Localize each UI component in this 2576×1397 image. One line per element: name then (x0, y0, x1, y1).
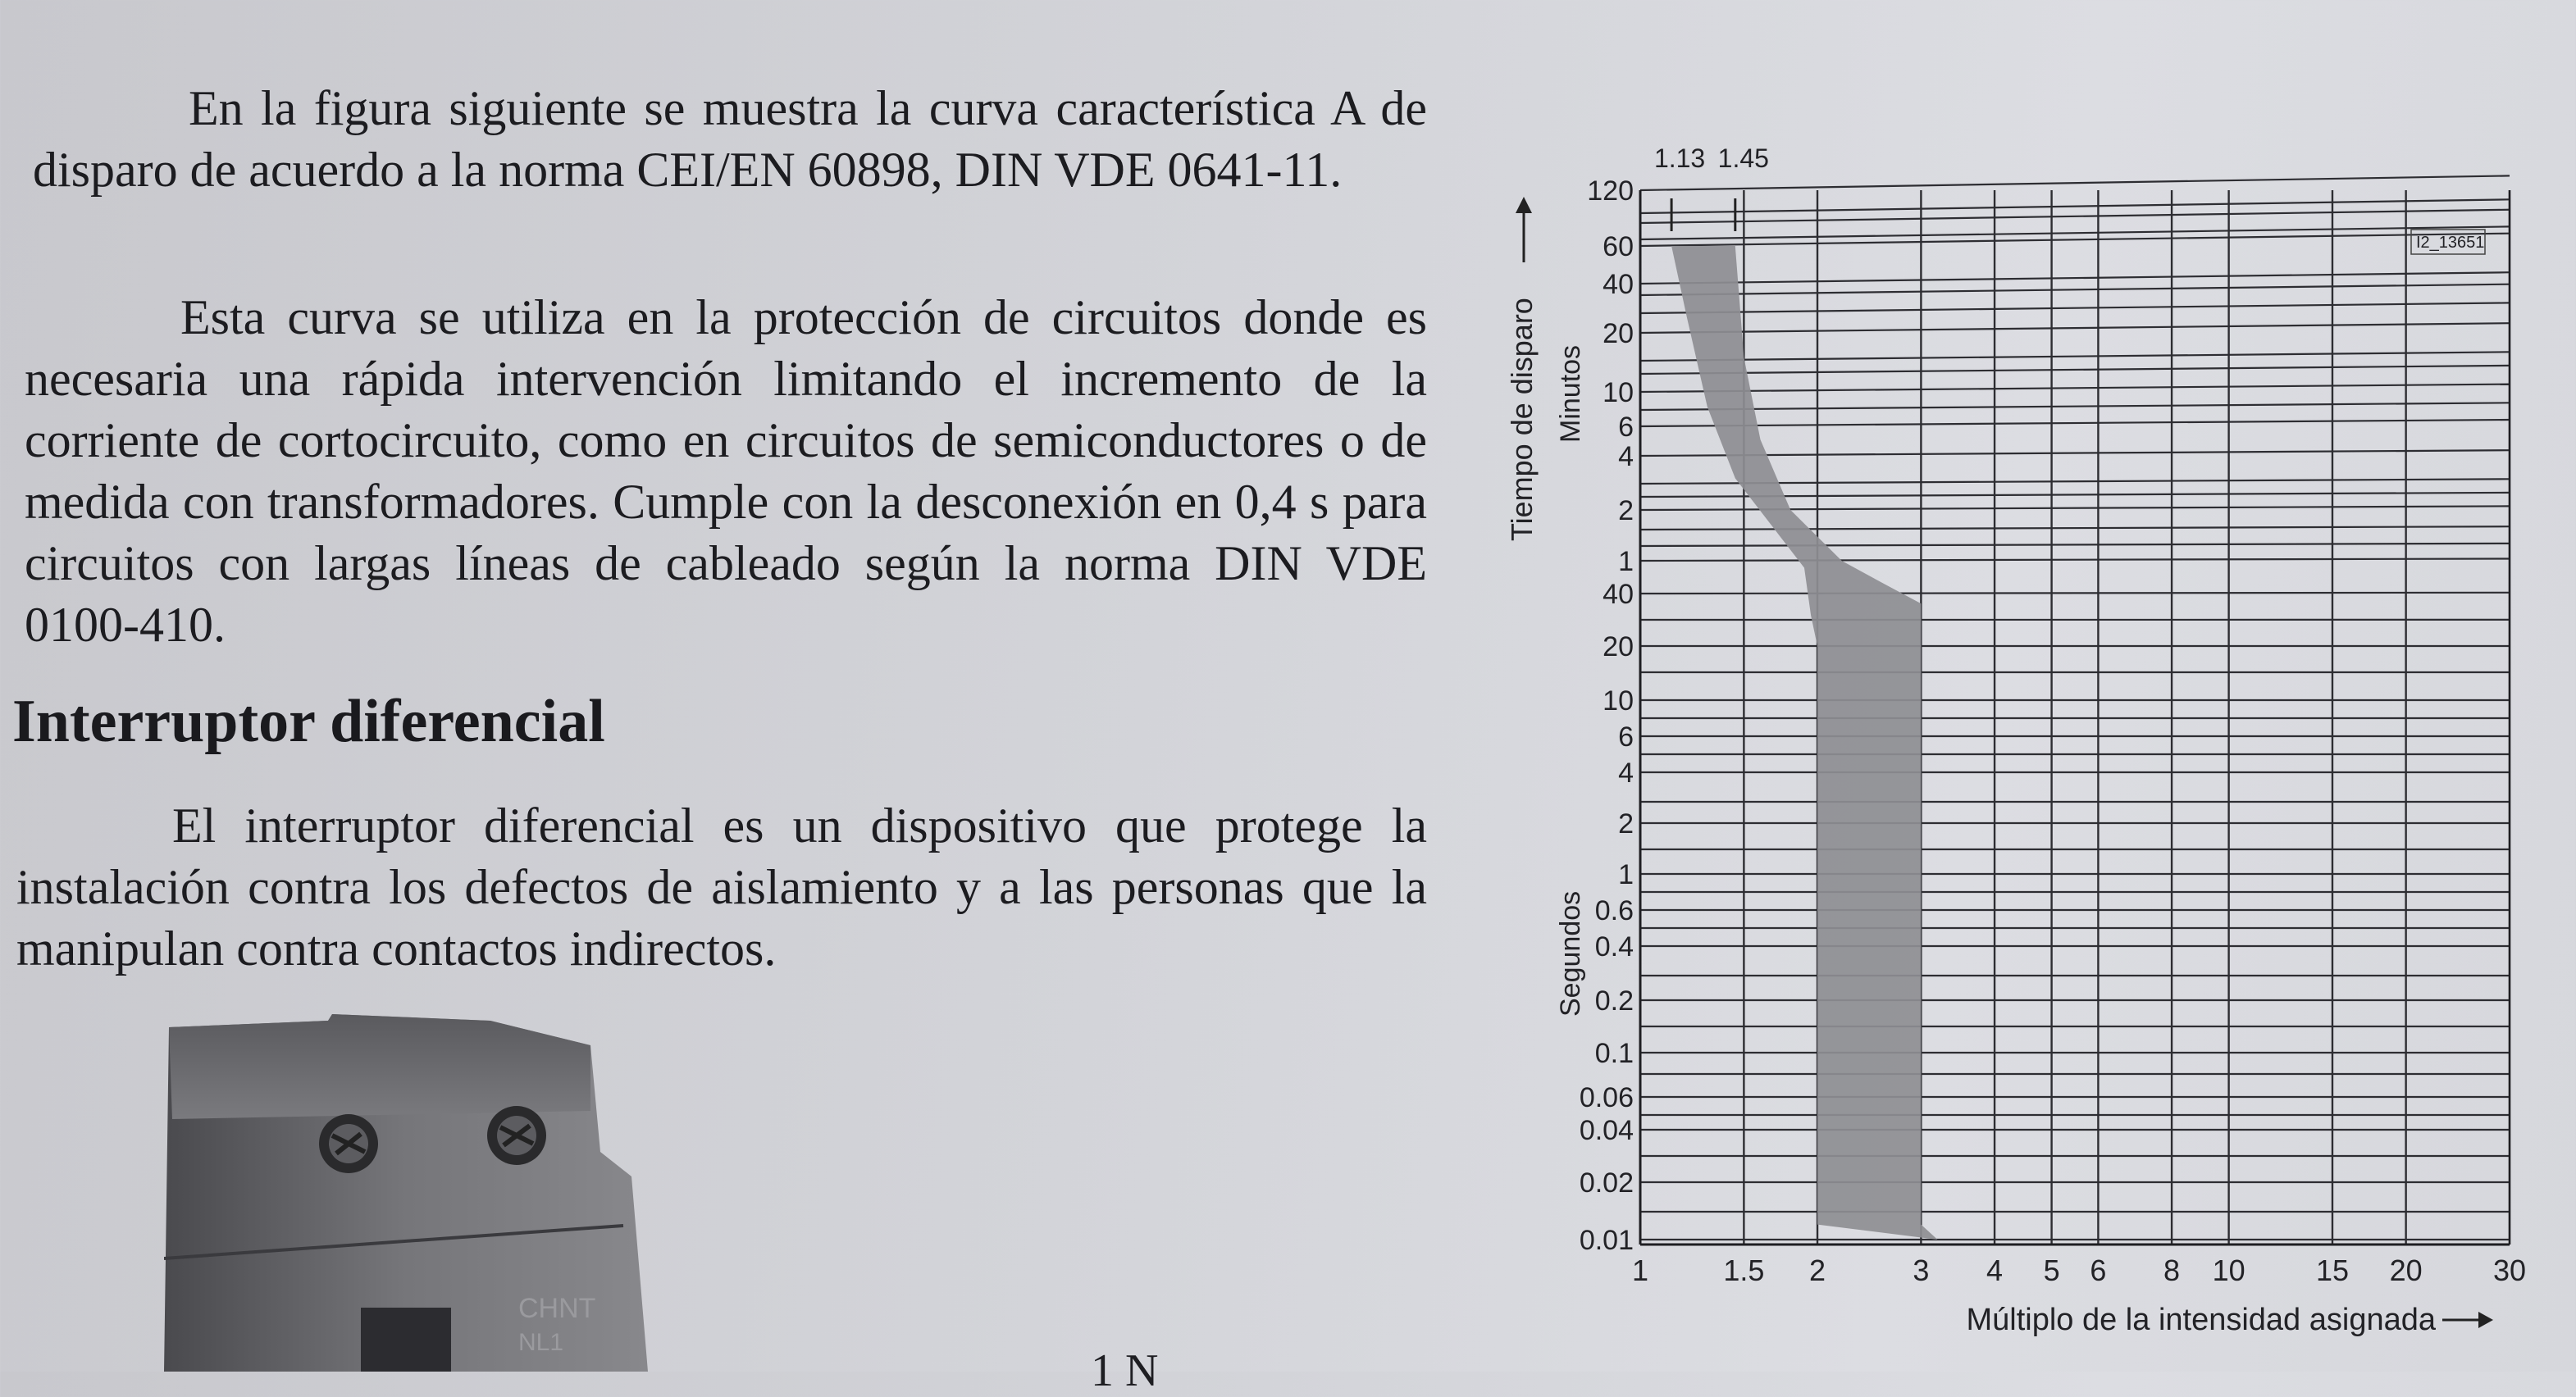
x-tick-label: 15 (2316, 1254, 2349, 1287)
x-top-label: 1.45 (1718, 143, 1769, 173)
x-top-label: 1.13 (1654, 143, 1705, 173)
x-tick-label: 10 (2213, 1254, 2245, 1287)
y-tick-label-seconds: 40 (1603, 579, 1634, 610)
grid-line-horizontal (1640, 403, 2510, 410)
x-tick-label: 2 (1809, 1254, 1826, 1287)
grid-line-horizontal (1640, 323, 2510, 333)
y-tick-label-seconds: 0.4 (1595, 931, 1634, 962)
trip-curve-chart (1476, 131, 2542, 1369)
grid-line-horizontal (1640, 234, 2510, 246)
y-axis-seconds-label: Segundos (1555, 891, 1586, 1017)
y-tick-label-minutes: 10 (1603, 377, 1634, 408)
y-tick-label-seconds: 0.2 (1595, 985, 1634, 1017)
grid-line-horizontal (1640, 544, 2510, 546)
grid-line-horizontal (1640, 558, 2510, 561)
y-tick-label-seconds: 20 (1603, 631, 1634, 662)
x-tick-label: 1.5 (1723, 1254, 1764, 1287)
grid-line-horizontal (1640, 352, 2510, 361)
grid-line-horizontal (1640, 450, 2510, 456)
chart-id: I2_13651 (2416, 234, 2484, 252)
grid-line-horizontal (1640, 420, 2510, 426)
chart-labels (1505, 143, 2526, 1337)
breaker-brand: CHNT (518, 1293, 595, 1324)
y-tick-label-minutes: 2 (1618, 495, 1634, 526)
paragraph-curve-usage: Esta curva se utiliza en la protección de circuitos donde es necesaria una rápida intervención limitando el incremento de la corriente de cortocircuito, como en circuitos de semiconductores o de medida con transformadores. Cumple con la desconexión en 0,4 s para circuitos con largas líneas de cableado según la norma DIN VDE 0100-410. (25, 287, 1427, 656)
y-tick-label-seconds: 0.1 (1595, 1038, 1634, 1069)
grid-line-horizontal (1640, 593, 2510, 594)
y-tick-label-minutes: 1 (1618, 546, 1634, 577)
grid-line-horizontal (1640, 226, 2510, 239)
grid-line-horizontal (1640, 272, 2510, 284)
y-tick-label-seconds: 0.06 (1580, 1082, 1634, 1113)
y-tick-label-minutes: 120 (1587, 175, 1634, 207)
breaker-model: NL1 (518, 1329, 563, 1356)
y-axis-title: Tiempo de disparo (1505, 298, 1539, 541)
x-axis-arrowhead (2478, 1312, 2493, 1328)
y-tick-label-seconds: 2 (1618, 808, 1634, 840)
y-tick-label-minutes: 6 (1618, 412, 1634, 443)
grid-line-horizontal (1640, 284, 2510, 295)
y-tick-label-seconds: 0.02 (1580, 1167, 1634, 1199)
grid-line-horizontal (1640, 385, 2510, 392)
paragraph-curve-intro: En la figura siguiente se muestra la curva característica A de disparo de acuerdo a la norma CEI/EN 60898, DIN VDE 0641-11. (33, 78, 1427, 201)
grid-line-horizontal (1640, 175, 2510, 190)
x-tick-label: 20 (2390, 1254, 2423, 1287)
x-tick-label: 6 (2090, 1254, 2106, 1287)
grid-line-horizontal (1640, 303, 2510, 313)
paragraph-differential: El interruptor diferencial es un dispositivo que protege la instalación contra los defectos de aislamiento y a las personas que la manipulan contra contactos indirectos. (16, 795, 1427, 980)
y-tick-label-minutes: 4 (1618, 441, 1634, 472)
y-tick-label-seconds: 6 (1618, 721, 1634, 753)
grid-line-horizontal (1640, 526, 2510, 530)
y-tick-label-seconds: 4 (1618, 758, 1634, 789)
y-tick-label-minutes: 20 (1603, 318, 1634, 349)
section-heading: Interruptor diferencial (12, 685, 605, 758)
y-tick-label-seconds: 1 (1618, 859, 1634, 890)
x-tick-label: 4 (1986, 1254, 2003, 1287)
x-axis-title: Múltiplo de la intensidad asignada (1966, 1303, 2436, 1337)
breaker-window (361, 1308, 451, 1372)
y-tick-label-minutes: 40 (1603, 269, 1634, 300)
x-tick-label: 3 (1913, 1254, 1929, 1287)
y-tick-label-seconds: 0.04 (1580, 1115, 1634, 1146)
y-axis-arrowhead (1516, 197, 1532, 213)
breaker-photo (164, 1012, 648, 1372)
x-tick-label: 5 (2044, 1254, 2060, 1287)
breaker-top (169, 1014, 590, 1119)
x-tick-label: 1 (1632, 1254, 1648, 1287)
x-tick-label: 30 (2493, 1254, 2526, 1287)
chart-grid (1640, 175, 2510, 1245)
chart-band-layer (1671, 246, 1937, 1240)
y-tick-label-minutes: 60 (1603, 231, 1634, 262)
page-number-fragment: 1 N (1091, 1345, 1158, 1397)
y-tick-label-seconds: 0.01 (1580, 1225, 1634, 1256)
trip-band (1671, 246, 1937, 1240)
x-tick-label: 8 (2163, 1254, 2180, 1287)
y-tick-label-seconds: 10 (1603, 685, 1634, 717)
y-axis-minutes-label: Minutos (1555, 345, 1586, 443)
y-tick-label-seconds: 0.6 (1595, 895, 1634, 926)
grid-line-horizontal (1640, 366, 2510, 374)
